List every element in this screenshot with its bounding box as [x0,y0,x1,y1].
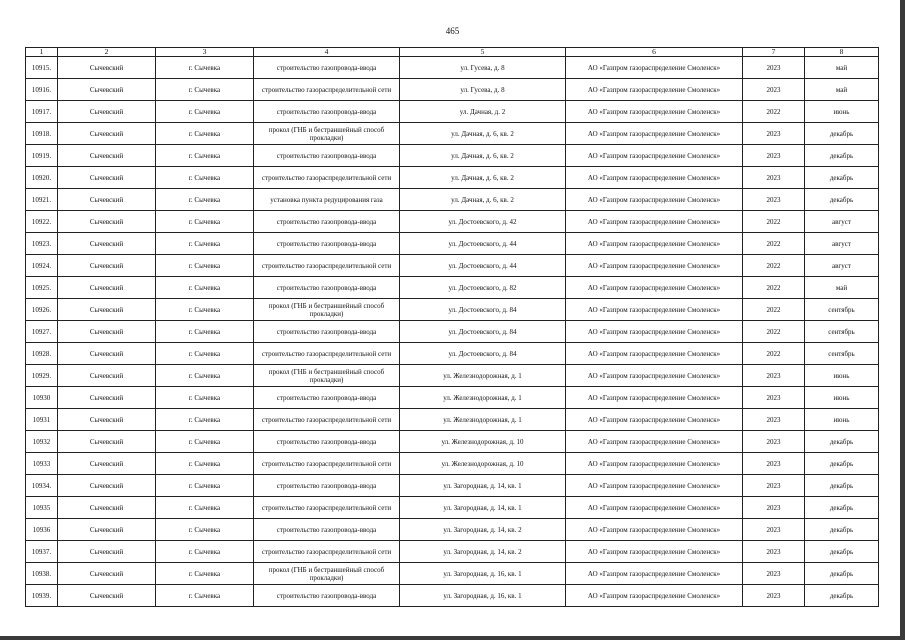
table-cell: Сычевский [58,211,156,233]
table-cell: АО «Газпром газораспределение Смоленск» [566,541,743,563]
table-cell: ул. Загородная, д. 14, кв. 1 [400,497,566,519]
table-cell: Сычевский [58,277,156,299]
table-cell: сентябрь [805,343,879,365]
table-cell: август [805,255,879,277]
table-cell: 2023 [743,453,805,475]
scan-edge-right [900,0,905,640]
table-cell: г. Сычевка [156,189,254,211]
table-row [26,211,879,233]
table-cell: строительство газопровода-ввода [254,233,400,255]
table-cell: АО «Газпром газораспределение Смоленск» [566,343,743,365]
table-cell: прокол (ГНБ и бестраншейный способ прокладки) [254,563,400,585]
table-cell: декабрь [805,189,879,211]
table-cell: г. Сычевка [156,541,254,563]
table-cell: 10921. [26,189,58,211]
table-row [26,321,879,343]
table-cell: строительство газораспределительной сети [254,255,400,277]
table-cell: ул. Загородная, д. 14, кв. 2 [400,519,566,541]
table-cell: АО «Газпром газораспределение Смоленск» [566,321,743,343]
table-cell: май [805,57,879,79]
table-cell: ул. Гусева, д. 8 [400,79,566,101]
column-header: 6 [566,48,743,57]
table-cell: АО «Газпром газораспределение Смоленск» [566,365,743,387]
column-header: 4 [254,48,400,57]
table-cell: 2022 [743,277,805,299]
table-cell: 2023 [743,497,805,519]
table-cell: июнь [805,387,879,409]
table-cell: г. Сычевка [156,409,254,431]
table-cell: 2023 [743,189,805,211]
table-cell: 10932 [26,431,58,453]
table-cell: Сычевский [58,145,156,167]
table-cell: 2022 [743,255,805,277]
table-cell: август [805,211,879,233]
table-row [26,101,879,123]
table-cell: строительство газопровода-ввода [254,475,400,497]
table-cell: декабрь [805,497,879,519]
table-cell: 10928. [26,343,58,365]
table-cell: ул. Достоевского, д. 84 [400,343,566,365]
table-row [26,145,879,167]
table-cell: декабрь [805,167,879,189]
table-cell: 10939. [26,585,58,607]
table-cell: 10938. [26,563,58,585]
column-header: 7 [743,48,805,57]
table-cell: сентябрь [805,321,879,343]
table-cell: 10936 [26,519,58,541]
table-cell: 2023 [743,167,805,189]
table-cell: 2023 [743,123,805,145]
column-header: 3 [156,48,254,57]
table-cell: 10934. [26,475,58,497]
table-cell: ул. Дачная, д. 6, кв. 2 [400,167,566,189]
table-cell: строительство газораспределительной сети [254,541,400,563]
table-cell: г. Сычевка [156,475,254,497]
table-cell: Сычевский [58,365,156,387]
table-cell: 2023 [743,57,805,79]
table-cell: 10924. [26,255,58,277]
table-body [26,57,879,607]
table-cell: АО «Газпром газораспределение Смоленск» [566,519,743,541]
table-cell: г. Сычевка [156,387,254,409]
column-header: 5 [400,48,566,57]
table-cell: г. Сычевка [156,233,254,255]
table-cell: Сычевский [58,321,156,343]
table-cell: 10926. [26,299,58,321]
column-header: 2 [58,48,156,57]
table-cell: ул. Железнодорожная, д. 1 [400,409,566,431]
table-cell: Сычевский [58,233,156,255]
table-cell: г. Сычевка [156,497,254,519]
table-row [26,585,879,607]
table-cell: 10922. [26,211,58,233]
table-cell: декабрь [805,145,879,167]
page-number: 465 [445,26,460,36]
table-cell: г. Сычевка [156,321,254,343]
table-cell: АО «Газпром газораспределение Смоленск» [566,123,743,145]
table-row [26,431,879,453]
table-cell: Сычевский [58,497,156,519]
table-cell: строительство газопровода-ввода [254,387,400,409]
table-cell: июнь [805,101,879,123]
table-row [26,57,879,79]
table-cell: 10923. [26,233,58,255]
table-cell: г. Сычевка [156,145,254,167]
table-cell: август [805,233,879,255]
table-cell: ул. Железнодорожная, д. 10 [400,431,566,453]
table-cell: АО «Газпром газораспределение Смоленск» [566,145,743,167]
table-cell: 2023 [743,475,805,497]
table-cell: г. Сычевка [156,211,254,233]
table-cell: ул. Загородная, д. 16, кв. 1 [400,563,566,585]
table-cell: г. Сычевка [156,563,254,585]
table-cell: г. Сычевка [156,123,254,145]
table-cell: г. Сычевка [156,585,254,607]
table-cell: АО «Газпром газораспределение Смоленск» [566,409,743,431]
table-cell: строительство газопровода-ввода [254,57,400,79]
table-cell: АО «Газпром газораспределение Смоленск» [566,233,743,255]
table-cell: Сычевский [58,343,156,365]
table-cell: Сычевский [58,563,156,585]
table-cell: строительство газопровода-ввода [254,519,400,541]
table-cell: ул. Достоевского, д. 44 [400,233,566,255]
table-row [26,519,879,541]
table-cell: Сычевский [58,541,156,563]
table-cell: декабрь [805,541,879,563]
table-cell: Сычевский [58,475,156,497]
table-cell: АО «Газпром газораспределение Смоленск» [566,475,743,497]
column-header: 8 [805,48,879,57]
table-cell: строительство газопровода-ввода [254,321,400,343]
table-cell: май [805,277,879,299]
table-cell: строительство газораспределительной сети [254,497,400,519]
table-cell: г. Сычевка [156,519,254,541]
table-cell: Сычевский [58,519,156,541]
table-cell: ул. Загородная, д. 14, кв. 1 [400,475,566,497]
table-cell: 10929. [26,365,58,387]
table-cell: АО «Газпром газораспределение Смоленск» [566,299,743,321]
table-cell: сентябрь [805,299,879,321]
table-cell: г. Сычевка [156,167,254,189]
table-row [26,563,879,585]
table-row [26,299,879,321]
table-row [26,189,879,211]
table-cell: 10925. [26,277,58,299]
table-cell: май [805,79,879,101]
table-cell: 10935 [26,497,58,519]
table-cell: Сычевский [58,189,156,211]
table-cell: г. Сычевка [156,299,254,321]
table-row [26,167,879,189]
table-row [26,255,879,277]
table-cell: АО «Газпром газораспределение Смоленск» [566,211,743,233]
table-row [26,233,879,255]
table-cell: АО «Газпром газораспределение Смоленск» [566,167,743,189]
table-cell: 2023 [743,79,805,101]
table-cell: ул. Железнодорожная, д. 1 [400,387,566,409]
table-cell: ул. Дачная, д. 6, кв. 2 [400,123,566,145]
table-cell: АО «Газпром газораспределение Смоленск» [566,255,743,277]
table-row [26,79,879,101]
table-header [26,48,879,57]
table-cell: строительство газопровода-ввода [254,101,400,123]
table-cell: 10915. [26,57,58,79]
table-cell: АО «Газпром газораспределение Смоленск» [566,189,743,211]
table-cell: 2023 [743,563,805,585]
table-cell: строительство газораспределительной сети [254,79,400,101]
table-cell: прокол (ГНБ и бестраншейный способ прокладки) [254,299,400,321]
table-cell: Сычевский [58,387,156,409]
table-cell: АО «Газпром газораспределение Смоленск» [566,563,743,585]
table-cell: АО «Газпром газораспределение Смоленск» [566,453,743,475]
table-cell: 2023 [743,409,805,431]
table-cell: Сычевский [58,57,156,79]
table-cell: декабрь [805,563,879,585]
table-cell: прокол (ГНБ и бестраншейный способ прокладки) [254,123,400,145]
table-cell: 10930 [26,387,58,409]
table-cell: Сычевский [58,299,156,321]
table-cell: прокол (ГНБ и бестраншейный способ прокладки) [254,365,400,387]
table-cell: июнь [805,409,879,431]
table-cell: г. Сычевка [156,431,254,453]
table-row [26,277,879,299]
table-cell: строительство газораспределительной сети [254,343,400,365]
table-cell: строительство газопровода-ввода [254,585,400,607]
table-cell: г. Сычевка [156,57,254,79]
table-cell: 2023 [743,541,805,563]
table-cell: ул. Загородная, д. 16, кв. 1 [400,585,566,607]
table-cell: АО «Газпром газораспределение Смоленск» [566,277,743,299]
table-cell: 2023 [743,585,805,607]
table-cell: г. Сычевка [156,79,254,101]
table-cell: ул. Загородная, д. 14, кв. 2 [400,541,566,563]
table-cell: установка пункта редуцирования газа [254,189,400,211]
table-cell: строительство газопровода-ввода [254,431,400,453]
table-cell: 2022 [743,101,805,123]
table-cell: 2022 [743,233,805,255]
table-cell: строительство газораспределительной сети [254,167,400,189]
table-row [26,453,879,475]
table-cell: АО «Газпром газораспределение Смоленск» [566,497,743,519]
header-row [26,48,879,57]
table-row [26,343,879,365]
table-cell: АО «Газпром газораспределение Смоленск» [566,431,743,453]
table-row [26,387,879,409]
table-cell: ул. Дачная, д. 6, кв. 2 [400,145,566,167]
table-cell: 2023 [743,145,805,167]
table-cell: декабрь [805,519,879,541]
table-cell: 10937. [26,541,58,563]
table-cell: ул. Железнодорожная, д. 1 [400,365,566,387]
table-cell: 2023 [743,387,805,409]
table-cell: 10916. [26,79,58,101]
table-cell: июнь [805,365,879,387]
table-cell: Сычевский [58,585,156,607]
table-cell: Сычевский [58,101,156,123]
table-cell: строительство газопровода-ввода [254,145,400,167]
table-cell: 10931 [26,409,58,431]
table-cell: строительство газораспределительной сети [254,409,400,431]
table-cell: строительство газораспределительной сети [254,453,400,475]
table-cell: декабрь [805,431,879,453]
table-row [26,541,879,563]
table-cell: АО «Газпром газораспределение Смоленск» [566,387,743,409]
table-cell: ул. Достоевского, д. 42 [400,211,566,233]
table-cell: 10933 [26,453,58,475]
table-cell: ул. Достоевского, д. 44 [400,255,566,277]
table-row [26,123,879,145]
scan-edge-bottom [0,636,905,640]
table-cell: строительство газопровода-ввода [254,211,400,233]
table-cell: 2023 [743,431,805,453]
table-cell: ул. Дачная, д. 2 [400,101,566,123]
table-cell: АО «Газпром газораспределение Смоленск» [566,585,743,607]
table-cell: декабрь [805,453,879,475]
table-cell: г. Сычевка [156,343,254,365]
table-cell: 2022 [743,211,805,233]
table-cell: Сычевский [58,255,156,277]
table-cell: г. Сычевка [156,255,254,277]
table-cell: Сычевский [58,453,156,475]
table-cell: ул. Достоевского, д. 82 [400,277,566,299]
table-cell: декабрь [805,475,879,497]
table-cell: 2022 [743,321,805,343]
table-cell: Сычевский [58,79,156,101]
table-cell: АО «Газпром газораспределение Смоленск» [566,101,743,123]
table-cell: ул. Дачная, д. 6, кв. 2 [400,189,566,211]
table-cell: ул. Гусева, д. 8 [400,57,566,79]
table-cell: 2023 [743,519,805,541]
table-row [26,475,879,497]
document-table [25,47,879,607]
table-cell: 2023 [743,365,805,387]
table-cell: г. Сычевка [156,277,254,299]
table-cell: 10920. [26,167,58,189]
table-cell: декабрь [805,123,879,145]
table-cell: 10917. [26,101,58,123]
table-row [26,365,879,387]
table-cell: 10927. [26,321,58,343]
table-cell: 2022 [743,299,805,321]
column-header: 1 [26,48,58,57]
table-cell: декабрь [805,585,879,607]
table-row [26,497,879,519]
table-cell: АО «Газпром газораспределение Смоленск» [566,57,743,79]
table-cell: 10919. [26,145,58,167]
table-row [26,409,879,431]
table-cell: АО «Газпром газораспределение Смоленск» [566,79,743,101]
table-cell: Сычевский [58,123,156,145]
table-cell: ул. Железнодорожная, д. 10 [400,453,566,475]
table-cell: строительство газопровода-ввода [254,277,400,299]
table-cell: Сычевский [58,409,156,431]
table-cell: Сычевский [58,167,156,189]
table-cell: Сычевский [58,431,156,453]
table-cell: 10918. [26,123,58,145]
table-cell: г. Сычевка [156,365,254,387]
table-cell: ул. Достоевского, д. 84 [400,321,566,343]
table-cell: г. Сычевка [156,101,254,123]
table-cell: 2022 [743,343,805,365]
table-cell: ул. Достоевского, д. 84 [400,299,566,321]
table-cell: г. Сычевка [156,453,254,475]
